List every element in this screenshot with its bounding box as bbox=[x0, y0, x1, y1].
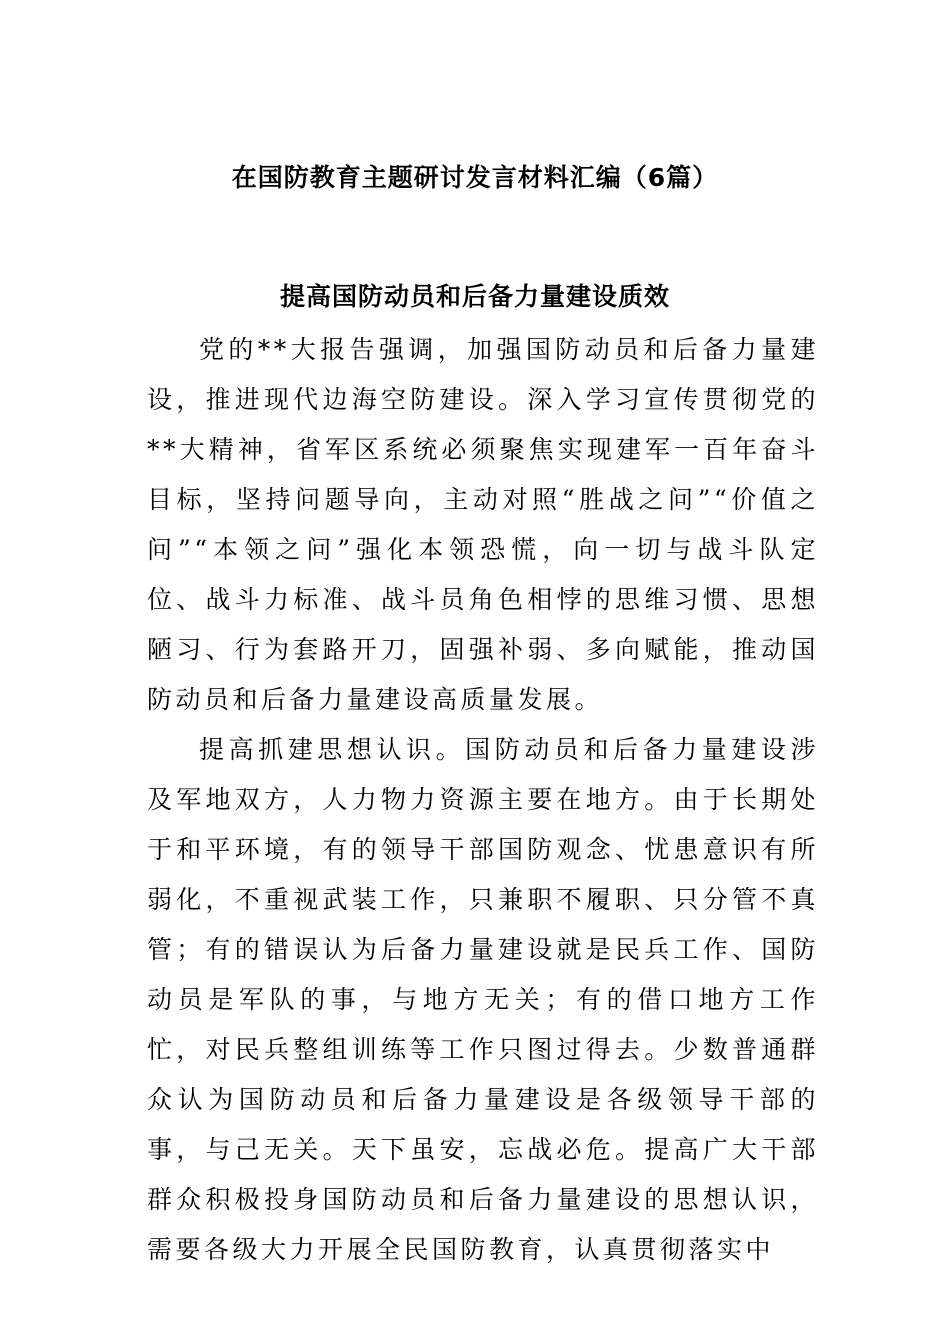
section-title: 提高国防动员和后备力量建设质效 bbox=[279, 282, 670, 311]
document-body bbox=[147, 325, 819, 1275]
paragraph-ideological-awareness: 提高抓建思想认识。国防动员和后备力量建设涉及军地双方，人力物力资源主要在地方。由于长期处于和平环境，有的领导干部国防观念、忧患意识有所弱化，不重视武装工作，只兼职不履职、只分管不真管；有的错误认为后备力量建设就是民兵工作、国防动员是军队的事，与地方无关；有的借口地方工作忙，对民兵整组训练等工作只图过得去。少数普通群众认为国防动员和后备力量建设是各级领导干部的事，与己无关。天下虽安，忘战必危。提高广大干部群众积极投身国防动员和后备力量建设的思想认识，需要各级大力开展全民国防教育，认真贯彻落实中 bbox=[147, 735, 819, 1264]
document-title: 在国防教育主题研讨发言材料汇编（6篇） bbox=[231, 163, 719, 192]
paragraph-intro: 党的**大报告强调，加强国防动员和后备力量建设，推进现代边海空防建设。深入学习宣传贯彻党的**大精神，省军区系统必须聚焦实现建军一百年奋斗目标，坚持问题导向，主动对照“胜战之问”“价值之问”“本领之问”强化本领恐慌，向一切与战斗队定位、战斗力标准、战斗员角色相悖的思维习惯、思想陋习、行为套路开刀，固强补弱、多向赋能，推动国防动员和后备力量建设高质量发展。 bbox=[147, 335, 819, 714]
